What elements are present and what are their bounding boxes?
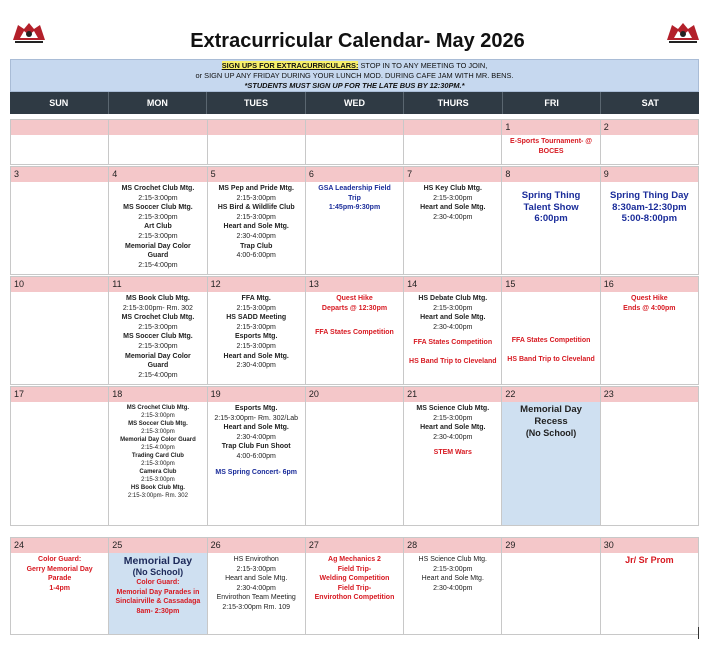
weekday-header <box>10 92 699 114</box>
day-number: 18 <box>109 387 206 402</box>
day-number: 27 <box>306 538 403 553</box>
day-cell-8[interactable] <box>502 167 600 275</box>
event-line: Esports Mtg. <box>235 333 278 341</box>
event-line: HS Science Club Mtg. <box>418 556 488 563</box>
event-line: MS Crochet Club Mtg. <box>121 185 195 192</box>
event-line: Envirothon Team Meeting <box>216 594 296 602</box>
edge-line <box>698 627 699 639</box>
day-cell-16[interactable] <box>601 277 699 385</box>
day-cell-30[interactable] <box>601 538 699 635</box>
day-cell-6[interactable] <box>306 167 404 275</box>
event-line: 2:15-4:00pm <box>141 445 175 451</box>
day-number: 23 <box>601 387 698 402</box>
event-line: Quest Hike <box>631 295 668 302</box>
event-line: GSA Leadership Field <box>318 185 391 192</box>
event-line: 2:15-3:00pm- Rm. 302 <box>122 304 193 312</box>
notice-highlight: SIGN UPS FOR EXTRACURRICULARS: <box>221 61 359 70</box>
day-number: 4 <box>109 167 206 182</box>
event-line: 2:15-3:00pm- Rm. 302 <box>127 493 188 499</box>
day-cell-21[interactable] <box>404 387 502 526</box>
day-number: 20 <box>306 387 403 402</box>
event-line: MS Crochet Club Mtg. <box>121 314 195 322</box>
day-cell-1[interactable] <box>502 120 600 165</box>
event-line: HS Band Trip to Cleveland <box>507 355 595 363</box>
day-cell-7[interactable] <box>404 167 502 275</box>
event-line: Guard <box>147 362 169 370</box>
event-line: MS Soccer Club Mtg. <box>123 333 193 341</box>
day-cell-empty <box>208 120 306 165</box>
weekday-thu: THURS <box>404 92 503 114</box>
event-line: MS Spring Concert- 6pm <box>215 468 298 476</box>
day-cell-14[interactable] <box>404 277 502 385</box>
event-line: 2:30-4:00pm <box>236 433 276 441</box>
event-line: 2:15-4:00pm <box>138 371 178 379</box>
weekday-mon: MON <box>109 92 208 114</box>
event-line: Talent Show <box>523 201 579 213</box>
event-line: HS Envirothon <box>233 556 279 563</box>
event-line: Sinclairville & Cassadaga <box>115 598 201 606</box>
event-line: Heart and Sole Mtg. <box>223 223 289 231</box>
day-cell-10[interactable] <box>11 277 109 385</box>
week-row-5 <box>10 537 699 635</box>
day-number: 22 <box>502 387 599 402</box>
event-line: 2:15-3:00pm <box>141 429 175 435</box>
event-line: 2:15-3:00pm <box>138 342 178 350</box>
event-line: FFA States Competition <box>413 339 493 347</box>
event-line: FFA States Competition <box>511 337 591 344</box>
day-cell-empty <box>306 120 404 165</box>
event-line: 4:00-6:00pm <box>236 252 276 260</box>
day-number: 17 <box>11 387 108 402</box>
day-cell-23[interactable] <box>601 387 699 526</box>
event-line: 2:30-4:00pm <box>433 213 473 221</box>
event-line: 4:00-6:00pm <box>236 452 276 460</box>
event-line: 2:30-4:00pm <box>433 323 473 331</box>
event-line: 2:15-3:00pm <box>138 194 178 202</box>
event-line: STEM Wars <box>433 449 472 457</box>
event-line: Memorial Day Parades in <box>116 588 200 596</box>
day-number: 24 <box>11 538 108 553</box>
day-number: 25 <box>109 538 206 553</box>
event-line: Field Trip- <box>337 565 372 573</box>
day-cell-25[interactable] <box>109 538 207 635</box>
day-number: 3 <box>11 167 108 182</box>
event-line: 6:00pm <box>534 213 568 224</box>
weekday-sun: SUN <box>10 92 109 114</box>
event-line: Gerry Memorial Day <box>26 565 93 573</box>
notice-line1: STOP IN TO ANY MEETING TO JOIN, <box>358 61 488 70</box>
event-line: Spring Thing <box>521 190 581 201</box>
event-line: Trap Club Fun Shoot <box>221 443 291 451</box>
event-line: 2:15-3:00pm <box>138 232 178 240</box>
day-number: 16 <box>601 277 698 292</box>
event-line: 2:30-4:00pm <box>236 232 276 240</box>
event-line: 2:15-3:00pm Rm. 109 <box>222 603 291 611</box>
event-line: BOCES <box>538 147 564 155</box>
day-cell-18[interactable] <box>109 387 207 526</box>
event-line: HS Book Club Mtg. <box>130 485 185 491</box>
event-line: 2:30-4:00pm <box>433 433 473 441</box>
event-line: Quest Hike <box>336 295 373 302</box>
day-number: 30 <box>601 538 698 553</box>
event-line: 2:15-4:00pm <box>138 261 178 269</box>
notice-line2: or SIGN UP ANY FRIDAY DURING YOUR LUNCH MOD. DURING CAFE JAM WITH MR. BENS. <box>195 71 514 80</box>
day-cell-12[interactable] <box>208 277 306 385</box>
event-line: HS Debate Club Mtg. <box>418 295 488 302</box>
event-line: HS Bird & Wildlife Club <box>217 204 295 212</box>
event-line: MS Crochet Club Mtg. <box>126 405 190 411</box>
event-line: Memorial Day <box>520 404 582 415</box>
day-number: 2 <box>601 120 698 135</box>
event-line: Field Trip- <box>337 584 372 592</box>
event-line: HS Key Club Mtg. <box>423 185 482 192</box>
event-line: Trip <box>348 194 361 202</box>
day-cell-28[interactable] <box>404 538 502 635</box>
day-cell-17[interactable] <box>11 387 109 526</box>
day-cell-2[interactable] <box>601 120 699 165</box>
event-line: Esports Mtg. <box>235 405 278 412</box>
day-cell-empty <box>404 120 502 165</box>
day-cell-empty <box>109 120 207 165</box>
event-line: Recess <box>534 415 568 427</box>
event-line: Welding Competition <box>319 575 390 583</box>
event-line: E-Sports Tournament- @ <box>509 138 593 145</box>
day-cell-5[interactable] <box>208 167 306 275</box>
day-number: 29 <box>502 538 599 553</box>
event-line: (No School) <box>525 428 577 438</box>
day-number: 9 <box>601 167 698 182</box>
day-number: 28 <box>404 538 501 553</box>
event-line: 1:45pm-9:30pm <box>328 204 381 212</box>
event-line: Memorial Day Color <box>125 242 191 250</box>
event-line: Spring Thing Day <box>610 190 689 201</box>
event-line: Trading Card Club <box>131 453 184 459</box>
day-number: 11 <box>109 277 206 292</box>
day-number: 10 <box>11 277 108 292</box>
event-line: 2:15-3:00pm <box>433 304 473 312</box>
event-line: 2:30-4:00pm <box>236 584 276 592</box>
event-line: MS Science Club Mtg. <box>416 405 490 412</box>
event-line: 2:15-3:00pm <box>236 342 276 350</box>
event-line: 2:15-3:00pm <box>236 213 276 221</box>
event-line: MS Soccer Club Mtg. <box>123 204 193 212</box>
event-line: 2:15-3:00pm <box>236 565 276 573</box>
event-line: Color Guard: <box>136 579 180 586</box>
event-line: 2:15-3:00pm <box>141 477 175 483</box>
event-line: Guard <box>147 252 169 260</box>
event-line: Departs @ 12:30pm <box>321 304 388 312</box>
event-line: 2:30-4:00pm <box>236 362 276 370</box>
event-line: Heart and Sole Mtg. <box>420 314 486 322</box>
event-line: 5:00-8:00pm <box>621 213 678 224</box>
day-number: 14 <box>404 277 501 292</box>
day-number: 15 <box>502 277 599 292</box>
event-line: (No School) <box>132 567 184 577</box>
day-number: 1 <box>502 120 599 135</box>
event-line: 8am- 2:30pm <box>136 607 180 615</box>
week-row-2 <box>10 166 699 275</box>
day-number: 19 <box>208 387 305 402</box>
day-cell-24[interactable] <box>11 538 109 635</box>
event-line: 8:30am-12:30pm <box>612 201 687 213</box>
event-line: 2:15-3:00pm <box>433 194 473 202</box>
week-row-1 <box>10 119 699 165</box>
event-line: Jr/ Sr Prom <box>625 555 674 565</box>
event-line: FFA Mtg. <box>241 295 271 302</box>
event-line: Color Guard: <box>38 556 82 563</box>
event-line: 2:15-3:00pm <box>236 323 276 331</box>
day-cell-22[interactable] <box>502 387 600 526</box>
week-row-4 <box>10 386 699 526</box>
event-line: Parade <box>47 575 72 583</box>
day-number: 21 <box>404 387 501 402</box>
event-line: 2:15-3:00pm <box>433 414 473 422</box>
day-cell-27[interactable] <box>306 538 404 635</box>
notice-line3: *STUDENTS MUST SIGN UP FOR THE LATE BUS BY 12:30PM.* <box>244 81 465 90</box>
weekday-wed: WED <box>306 92 405 114</box>
week-row-3 <box>10 276 699 385</box>
event-line: Ag Mechanics 2 <box>328 556 381 563</box>
event-line: Trap Club <box>240 242 273 250</box>
weekday-sat: SAT <box>641 98 659 108</box>
event-line: HS Band Trip to Cleveland <box>409 357 497 365</box>
day-number: 12 <box>208 277 305 292</box>
event-line: Heart and Sole Mtg. <box>225 575 288 583</box>
calendar-title: Extracurricular Calendar- May 2026 <box>190 30 525 52</box>
day-cell-9[interactable] <box>601 167 699 275</box>
event-line: 2:30-4:00pm <box>433 584 473 592</box>
day-cell-empty <box>11 120 109 165</box>
event-line: Heart and Sole Mtg. <box>223 352 289 360</box>
event-line: Art Club <box>144 223 172 231</box>
event-line: MS Pep and Pride Mtg. <box>218 185 294 192</box>
event-line: 2:15-3:00pm <box>138 323 178 331</box>
event-line: Heart and Sole Mtg. <box>420 424 486 432</box>
weekday-fri: FRI <box>503 92 602 114</box>
day-number: 7 <box>404 167 501 182</box>
day-cell-19[interactable] <box>208 387 306 526</box>
day-number: 13 <box>306 277 403 292</box>
day-cell-26[interactable] <box>208 538 306 635</box>
event-line: MS Soccer Club Mtg. <box>128 421 188 427</box>
day-cell-4[interactable] <box>109 167 207 275</box>
event-line: 2:15-3:00pm- Rm. 302/Lab <box>214 414 299 422</box>
event-line: Memorial Day Color Guard <box>120 437 196 443</box>
event-line: Heart and Sole Mtg. <box>420 204 486 212</box>
day-cell-11[interactable] <box>109 277 207 385</box>
day-cell-3[interactable] <box>11 167 109 275</box>
event-line: 2:15-3:00pm <box>236 304 276 312</box>
event-line: MS Book Club Mtg. <box>126 295 190 302</box>
event-line: 1-4pm <box>49 584 70 592</box>
event-line: Heart and Sole Mtg. <box>421 575 484 583</box>
event-line: Camera Club <box>139 469 177 475</box>
day-cell-20[interactable] <box>306 387 404 526</box>
event-line: Heart and Sole Mtg. <box>223 424 289 432</box>
signup-notice <box>10 59 699 92</box>
event-line: 2:15-3:00pm <box>141 413 175 419</box>
event-line: 2:15-3:00pm <box>141 461 175 467</box>
event-line: 2:15-3:00pm <box>433 565 473 573</box>
day-number: 6 <box>306 167 403 182</box>
day-number: 5 <box>208 167 305 182</box>
event-line: 2:15-3:00pm <box>138 213 178 221</box>
event-line: Memorial Day <box>123 555 193 567</box>
event-line: HS SADD Meeting <box>226 314 287 322</box>
day-cell-15[interactable] <box>502 277 600 385</box>
day-cell-29[interactable] <box>502 538 600 635</box>
event-line: Ends @ 4:00pm <box>623 304 676 312</box>
event-line: Memorial Day Color <box>125 352 191 360</box>
event-line: 2:15-3:00pm <box>236 194 276 202</box>
day-number: 26 <box>208 538 305 553</box>
event-line: Envirothon Competition <box>314 594 395 602</box>
weekday-tue: TUES <box>207 92 306 114</box>
event-line: FFA States Competition <box>315 329 394 337</box>
day-number: 8 <box>502 167 599 182</box>
day-cell-13[interactable] <box>306 277 404 385</box>
